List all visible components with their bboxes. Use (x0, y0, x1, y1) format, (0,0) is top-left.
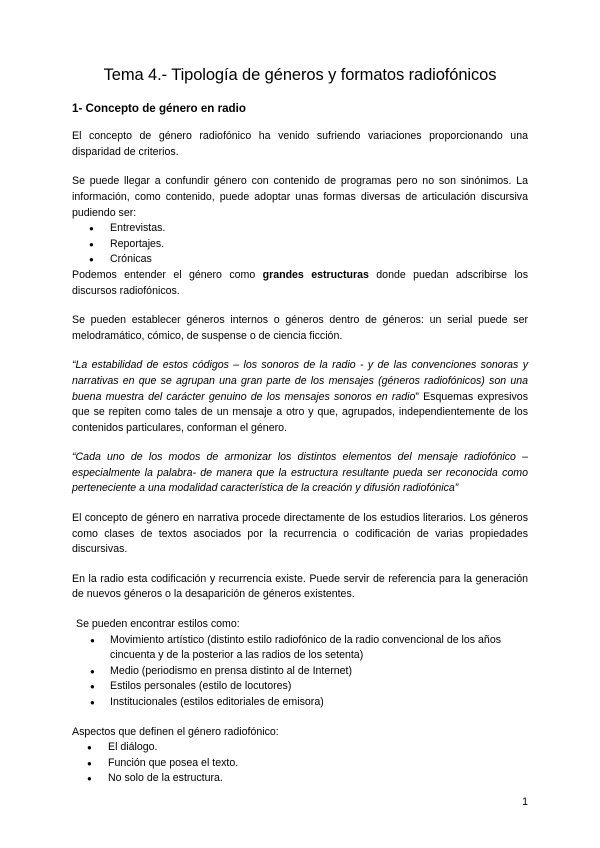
list-item: ● Institucionales (estilos editoriales de emisora) (72, 695, 528, 711)
aspects-list (72, 740, 528, 787)
list-item: ● No solo de la estructura. (72, 771, 528, 787)
section-heading: 1- Concepto de género en radio (72, 101, 246, 115)
paragraph-7: Se pueden encontrar estilos como: (76, 618, 240, 631)
paragraph-8: Aspectos que definen el género radiofónico: (72, 725, 279, 738)
paragraph-3-bold: grandes estructuras (262, 268, 369, 281)
paragraph-1: El concepto de género radiofónico ha venido sufriendo variaciones proporcionando una disparidad de criterios. (72, 130, 528, 158)
quote-1-italic: “La estabilidad de estos códigos – los sonoros de la radio - y de las convenciones sonoras y narrativas en que se agrupan una gran parte de los mensajes (géneros radiofónicos) son una buena muestra del carácter genuino de los mensajes sonoros en radio (72, 359, 528, 403)
list-item: ● El diálogo. (72, 740, 528, 756)
list-item: ● Estilos personales (estilo de locutores) (72, 679, 528, 695)
styles-list (72, 633, 528, 711)
paragraph-2: Se puede llegar a confundir género con contenido de programas pero no son sinónimos. La información, como contenido, puede adoptar unas formas diversas de articulación discursiva pudiendo ser: (72, 175, 528, 219)
paragraph-5: El concepto de género en narrativa procede directamente de los estudios literarios. Los géneros como clases de textos asociados por la recurrencia o codificación de varias propiedades discursivas. (72, 512, 528, 556)
paragraph-6: En la radio esta codificación y recurrencia existe. Puede servir de referencia para la generación de nuevos géneros o la desaparición de géneros existentes. (72, 572, 528, 601)
page-content (72, 68, 528, 787)
paragraph-3 (72, 268, 528, 299)
paragraph-3-start: Podemos entender el género como (72, 268, 263, 281)
list-item: ● Reportajes. (72, 237, 528, 253)
list-item: ● Función que posea el texto. (72, 756, 528, 772)
list-item: ● Entrevistas. (72, 221, 528, 237)
paragraph-3-end: donde puedan adscribirse los discursos radiofónicos. (72, 268, 528, 297)
paragraph-4: Se pueden establecer géneros internos o géneros dentro de géneros: un serial puede ser melodramático, cómico, de suspense o de ciencia ficción. (72, 314, 528, 342)
document-title: Tema 4.- Tipología de géneros y formatos radiofónicos (103, 66, 497, 84)
content-forms-list (72, 221, 528, 268)
quote-2: “Cada uno de los modos de armonizar los distintos elementos del mensaje radiofónico – especialmente la palabra- de manera que la estructura resultante pueda ser reconocida como perteneciente a una modalidad característica de la creación y difusión radiofónica” (72, 451, 528, 495)
quote-1-normal: ” Esquemas expresivos que se repiten como tales de un mensaje a otro y que, agrupados, independientemente de los contenidos particulares, conforman el género. (72, 390, 528, 434)
quote-1 (72, 358, 528, 436)
list-item: ● Crónicas (72, 252, 528, 268)
list-item: ● Medio (periodismo en prensa distinto al de Internet) (72, 664, 528, 680)
list-item: ● Movimiento artístico (distinto estilo radiofónico de la radio convencional de los años cincuenta y de la posterior a las radios de los setenta) (72, 633, 528, 664)
page-number: 1 (522, 796, 528, 808)
